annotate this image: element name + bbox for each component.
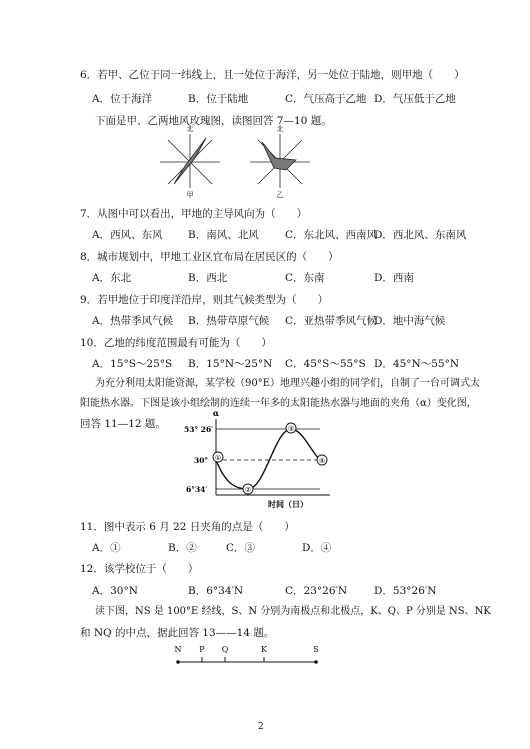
rose-yi-polygon [262, 142, 296, 170]
q6-option-d: D．气压低于乙地 [374, 93, 456, 105]
q9-stem: 9．若甲地位于印度洋沿岸，则其气候类型为（ ） [80, 294, 329, 306]
curve-y-tick-mid: 30° [194, 456, 209, 465]
svg-text:④: ④ [318, 457, 326, 465]
line-point-s [314, 660, 318, 664]
svg-text:②: ② [244, 486, 252, 494]
q8-option-c: C．东南 [285, 272, 325, 284]
q8-stem: 8．城市规划中，甲地工业区宜布局在居民区的（ ） [80, 251, 339, 263]
curve-y-tick-min: 6°34′ [186, 485, 208, 494]
wind-rose-jia [160, 124, 220, 199]
q12-stem: 12．该学校位于（ ） [80, 563, 199, 575]
wind-rose-figure [150, 122, 330, 200]
curve-y-axis-label: α [212, 408, 220, 418]
page-number: 2 [258, 722, 264, 732]
q10-option-b: B．15°N～25°N [188, 358, 273, 370]
curve-y-tick-max: 53° 26′ [184, 425, 214, 434]
intro-11-12-line-3: 回答 11—12 题。 [80, 418, 166, 430]
curve-point-1 [213, 452, 223, 462]
intro-7-10: 下面是甲、乙两地风玫瑰图，读图回答 7—10 题。 [95, 115, 332, 127]
rose-yi-north-label: 北 [276, 125, 284, 133]
q9-option-d: D．地中海气候 [374, 315, 446, 327]
q7-option-a: A．西风、东风 [92, 229, 163, 241]
rose-jia-label: 甲 [186, 191, 194, 199]
line-label-p: P [199, 645, 205, 654]
q9-option-c: C．亚热带季风气候 [285, 315, 378, 327]
q6-stem: 6．若甲、乙位于同一纬线上，且一处位于海洋，另一处位于陆地，则甲地（ ） [80, 69, 465, 81]
curve-point-3 [286, 423, 296, 433]
intro-11-12-line-2: 阳能热水器。下图是该小组绘制的连续一年多的太阳能热水器与地面的夹角（α）变化图， [80, 398, 477, 409]
q8-option-a: A．东北 [92, 272, 132, 284]
q7-option-d: D．西北风、东南风 [374, 229, 467, 241]
intro-13-14-line-1: 读下图，NS 是 100°E 经线，S、N 分别为南极点和北极点，K、Q、P 分别是 NS、NK [95, 606, 491, 617]
q7-option-b: B．南风、北风 [188, 229, 259, 241]
line-label-s: S [313, 645, 319, 654]
curve-point-4 [317, 455, 327, 465]
rose-jia-north-label: 北 [186, 125, 194, 133]
q11-option-d: D．④ [302, 542, 332, 554]
q12-option-b: B．6°34′N [188, 585, 244, 597]
q11-option-a: A．① [92, 542, 121, 554]
q10-option-a: A．15°S～25°S [92, 358, 173, 370]
q6-option-c: C．气压高于乙地 [285, 93, 367, 105]
q10-option-c: C．45°S～55°S [285, 358, 366, 370]
q6-option-b: B．位于陆地 [188, 93, 249, 105]
q11-option-c: C．③ [226, 542, 256, 554]
svg-text:③: ③ [287, 425, 295, 433]
rose-yi-label: 乙 [276, 191, 284, 199]
q10-option-d: D．45°N～55°N [374, 358, 460, 370]
q10-stem: 10．乙地的纬度范围最有可能为（ ） [80, 337, 272, 349]
q7-stem: 7．从图中可以看出，甲地的主导风向为（ ） [80, 208, 308, 220]
intro-11-12-line-1: 为充分利用太阳能资源，某学校（90°E）地理兴趣小组的同学们，自制了一台可调式太 [95, 378, 481, 389]
q9-option-b: B．热带草原气候 [188, 315, 270, 327]
svg-text:①: ① [214, 454, 222, 462]
q12-option-c: C．23°26′N [285, 585, 348, 597]
angle-curve-chart [180, 405, 360, 515]
ns-line-diagram [168, 642, 338, 672]
q7-option-c: C．东北风、西南风 [285, 229, 378, 241]
intro-13-14-line-2: 和 NQ 的中点，据此回答 13——14 题。 [80, 627, 275, 639]
q8-option-b: B．西北 [188, 272, 228, 284]
q6-option-a: A．位于海洋 [92, 93, 153, 105]
line-point-n [176, 660, 180, 664]
curve-x-axis-label: 时间（日） [268, 499, 308, 509]
q11-stem: 11．图中表示 6 月 22 日夹角的点是（ ） [80, 521, 295, 533]
line-label-q: Q [221, 645, 229, 654]
line-label-k: K [261, 645, 267, 654]
wind-rose-yi [250, 124, 310, 199]
q12-option-a: A．30°N [92, 585, 138, 597]
q8-option-d: D．西南 [374, 272, 414, 284]
q9-option-a: A．热带季风气候 [92, 315, 174, 327]
curve-point-2 [243, 484, 253, 494]
line-label-n: N [174, 645, 182, 654]
q12-option-d: D．53°26′N [374, 585, 437, 597]
q11-option-b: B．② [168, 542, 197, 554]
curve-line [216, 429, 320, 489]
